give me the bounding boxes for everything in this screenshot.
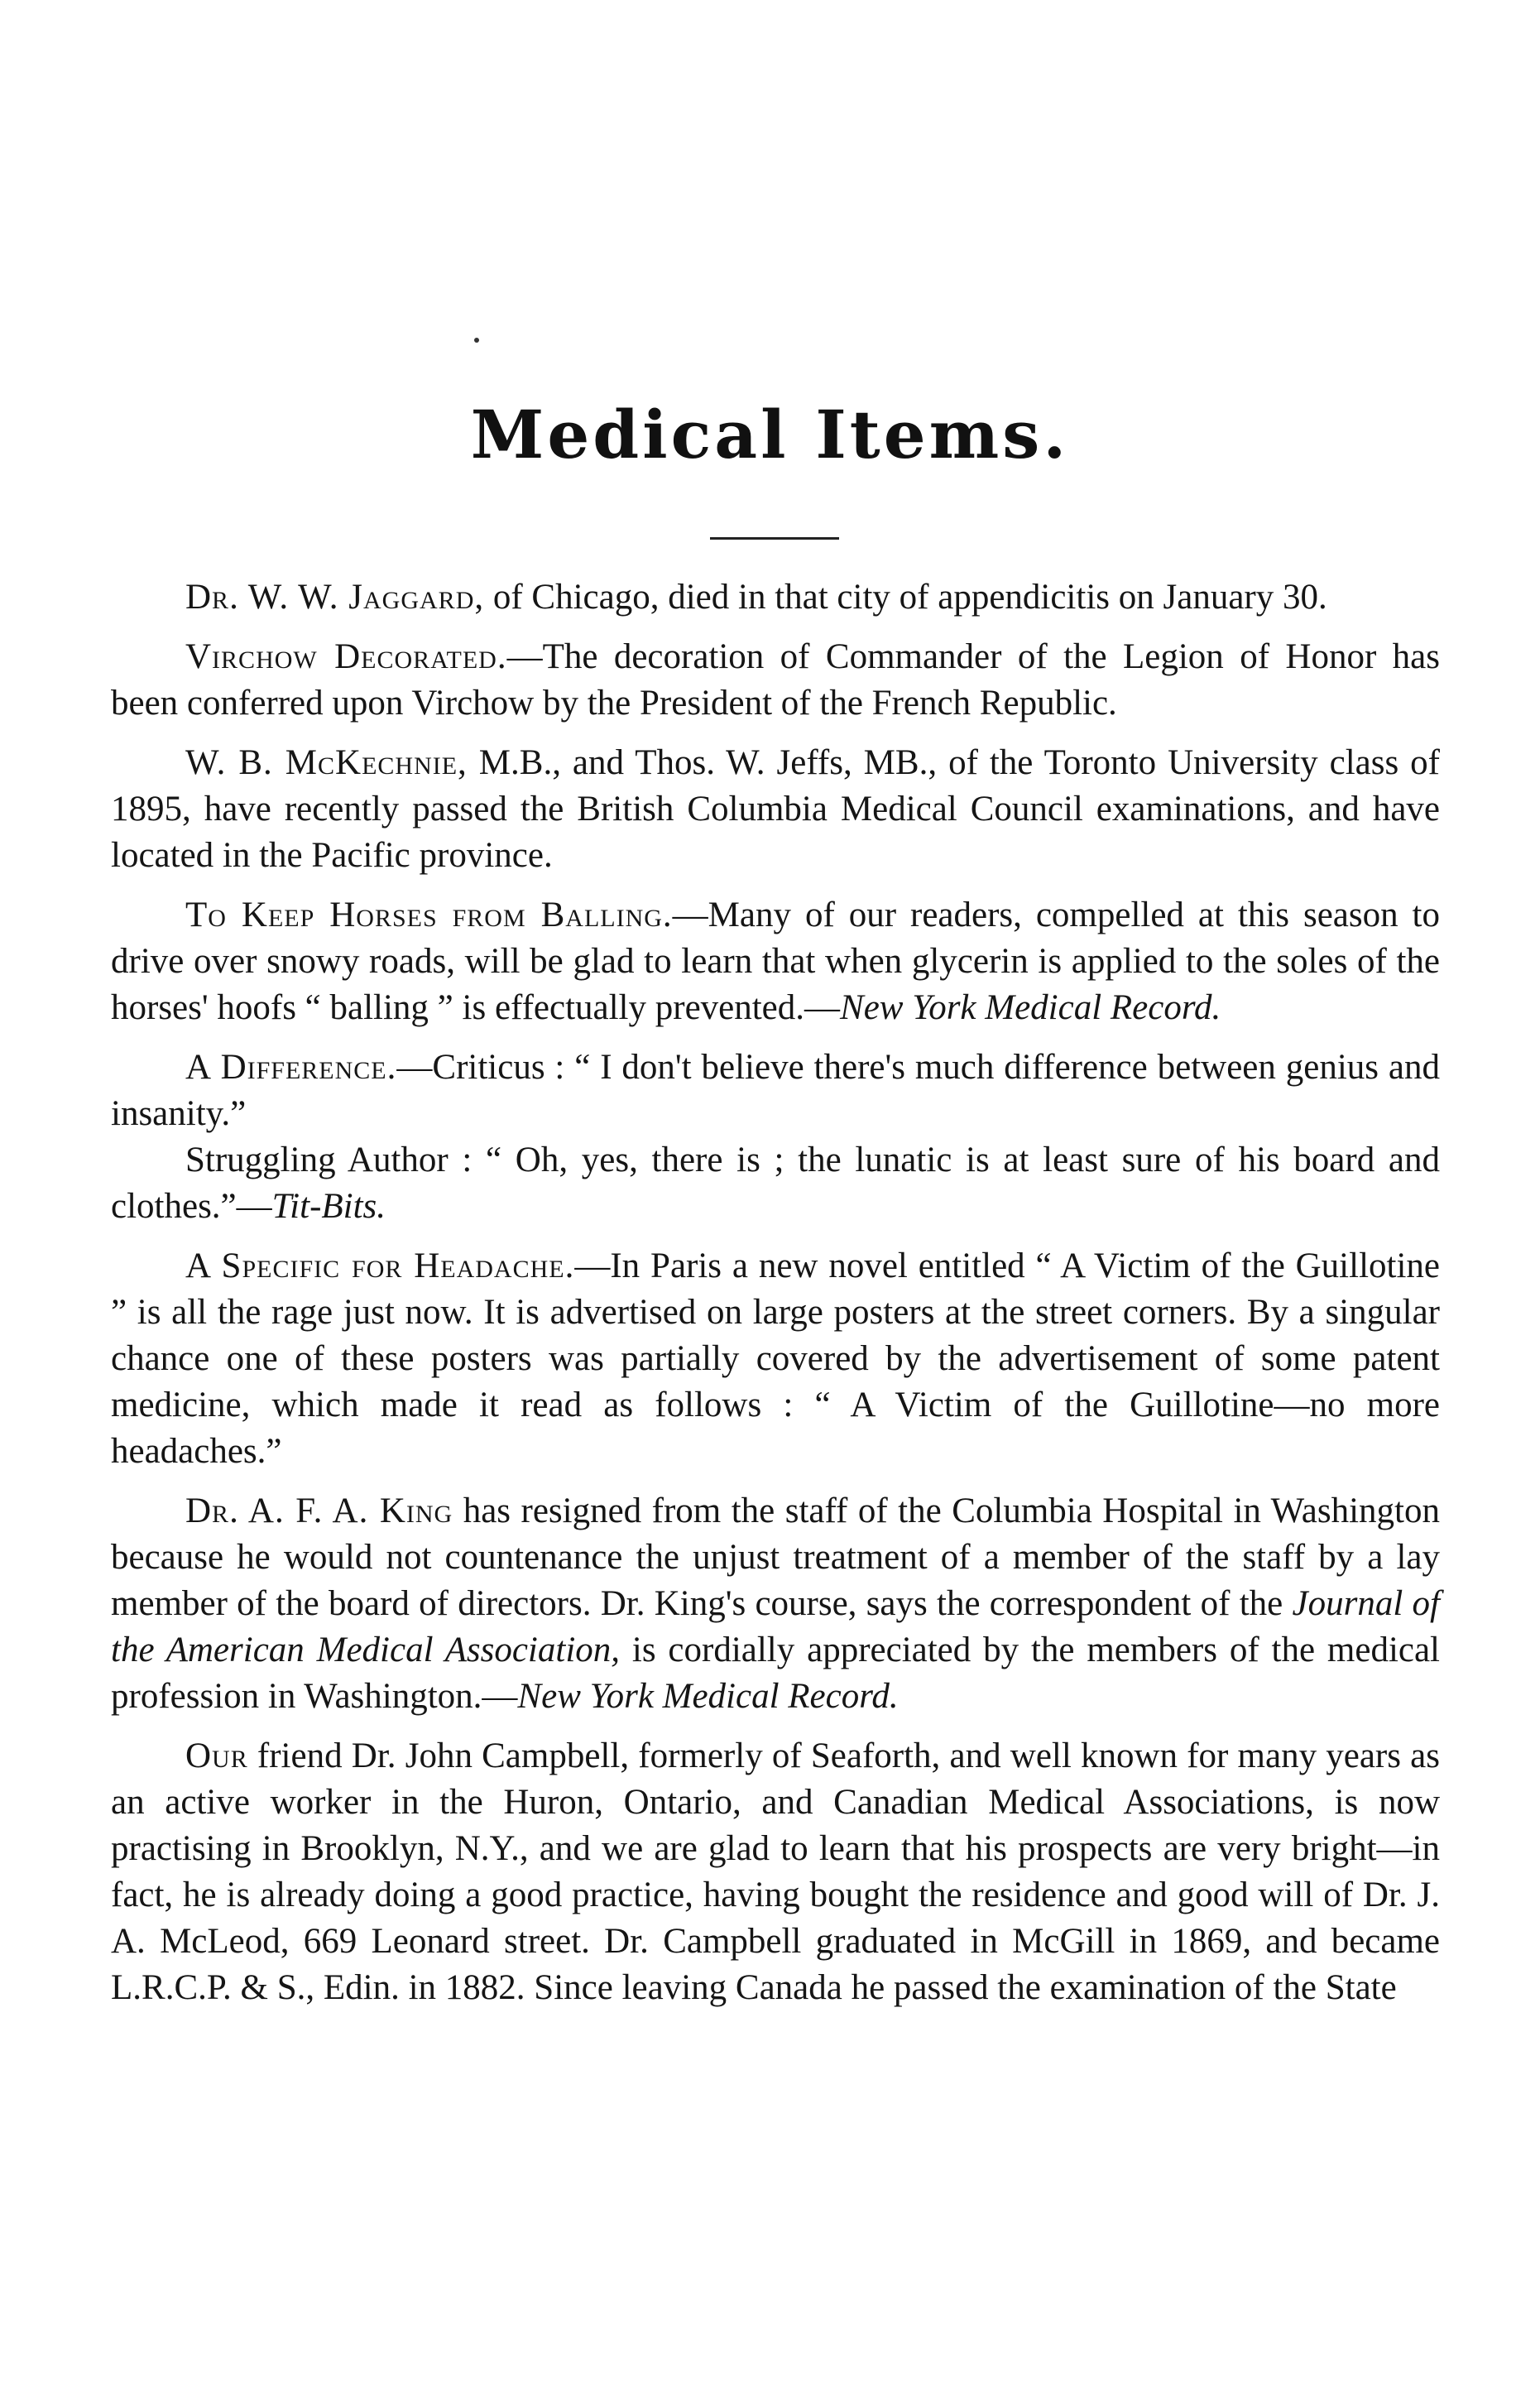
item-text-continued: is cordially appreciated by the members of the medical profession in Washington.— — [111, 1631, 1441, 1716]
item-head: Virchow Decorated. — [185, 637, 507, 676]
item-text: has resigned from the staff of the Columbia Hospital in Washington because he would not countenance the unjust treatment of a member of the staff by a lay member of the board of directors. Dr. King's course, says the correspondent of the — [111, 1491, 1440, 1623]
item-source: New York Medical Record. — [517, 1677, 899, 1716]
item-text: M.B., and Thos. W. Jeffs, MB., of the Toronto University class of 1895, have recently passed the British Columbia Medical Council examinations, and have located in the Pacific province. — [111, 743, 1440, 875]
item-headache — [111, 1243, 1440, 1475]
item-head: W. B. McKechnie, — [185, 743, 468, 782]
item-head: A Specific for Headache. — [185, 1246, 575, 1285]
print-speck — [474, 338, 479, 343]
item-head: A Difference. — [185, 1048, 397, 1087]
item-virchow — [111, 634, 1440, 727]
item-text: —The decoration of Commander of the Legion of Honor has been conferred upon Virchow by the President of the French Republic. — [111, 637, 1440, 723]
article-body — [111, 574, 1440, 2025]
item-text: —Many of our readers, compelled at this season to drive over snowy roads, will be glad to learn that when glycerin is applied to the soles of the horses' hoofs “ balling ” is effectually prevented.— — [111, 896, 1440, 1027]
page-title: Medical Items. — [470, 396, 1070, 473]
item-mckechnie — [111, 740, 1440, 879]
item-head: To Keep Horses from Balling. — [185, 896, 673, 934]
item-journal: Journal of the American Medical Association, — [111, 1584, 1440, 1669]
item-source: Tit-Bits. — [271, 1187, 386, 1226]
item-source: New York Medical Record. — [840, 988, 1221, 1027]
item-text: —In Paris a new novel entitled “ A Victim of the Guillotine ” is all the rage just now. It is advertised on large posters at the street corners. By a singular chance one of these posters was partially covered by the advertisement of some patent medicine, which made it read as follows : “ A Victim of the Guillotine—no more headaches.” — [111, 1246, 1441, 1471]
item-text: Struggling Author : “ Oh, yes, there is ; the lunatic is at least sure of his board and clothes.”— — [111, 1141, 1440, 1226]
item-text: of Chicago, died in that city of appendicitis on January 30. — [484, 578, 1327, 617]
item-head: Dr. W. W. Jaggard, — [185, 578, 485, 617]
item-difference — [111, 1045, 1440, 1137]
item-king — [111, 1488, 1440, 1720]
item-campbell — [111, 1733, 1440, 2011]
item-text: friend Dr. John Campbell, formerly of Seaforth, and well known for many years as an active worker in the Huron, Ontario, and Canadian Medical Associations, is now practising in Brooklyn, N.Y., and we are glad to learn that his prospects are very bright—in fact, he is already doing a good practice, having bought the residence and good will of Dr. J. A. McLeod, 669 Leonard street. Dr. Campbell graduated in McGill in 1869, and became L.R.C.P. & S., Edin. in 1882. Since leaving Canada he passed the examination of the State — [111, 1736, 1440, 2007]
item-horses — [111, 892, 1440, 1031]
item-head: Our — [185, 1736, 248, 1775]
item-head: Dr. A. F. A. King — [185, 1491, 453, 1530]
item-text: —Criticus : “ I don't believe there's much difference between genius and insanity.” — [111, 1048, 1440, 1133]
title-divider — [710, 537, 839, 540]
item-jaggard — [111, 574, 1440, 621]
item-difference-reply — [111, 1137, 1440, 1230]
